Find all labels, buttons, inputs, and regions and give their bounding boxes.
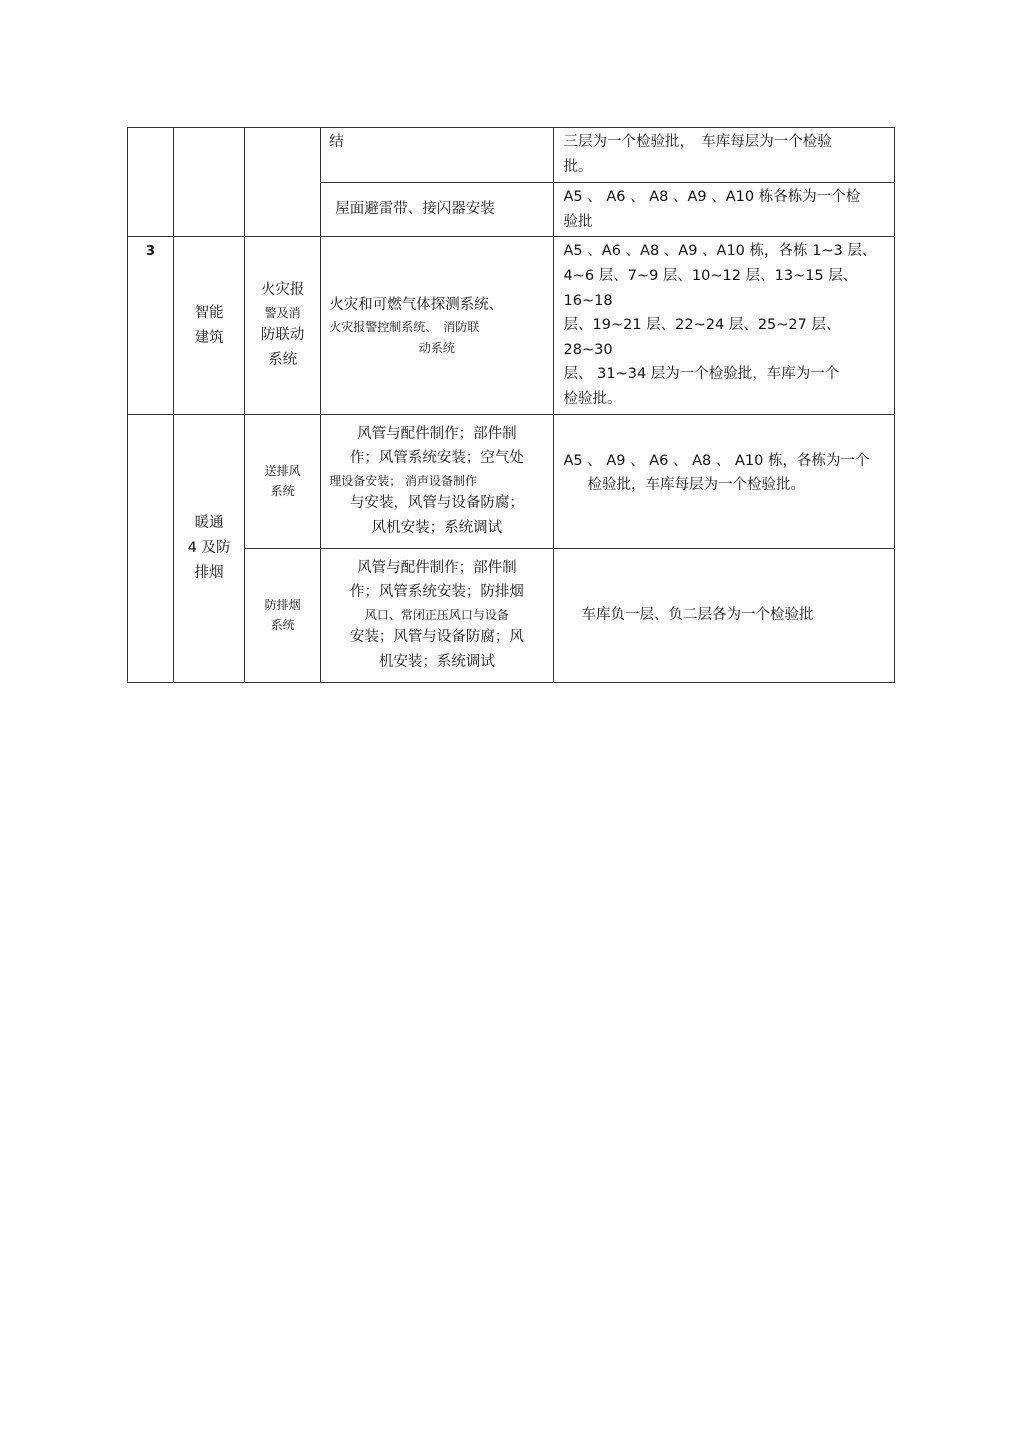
item-cell [321, 237, 553, 414]
lot-line: A5 、A6 、A8 、A9 、A10 栋，各栋 1~3 层、 [563, 243, 877, 260]
table-row [128, 414, 895, 548]
item-cell [321, 183, 553, 237]
item-line: 安装；风管与设备防腐；风 [349, 629, 524, 646]
category-line: 建筑 [194, 329, 224, 346]
inspection-lot-table [127, 127, 895, 683]
lot-line: 层、19~21 层、22~24 层、25~27 层、28~30 [563, 317, 841, 358]
item-line: 动系统 [418, 340, 455, 355]
lot-cell [553, 414, 894, 548]
subsystem-line: 防排烟 [264, 597, 301, 612]
lot-cell [553, 183, 894, 237]
lot-line: A5 、 A9 、 A6 、 A8 、 A10 栋，各栋为一个 [563, 452, 870, 469]
table-row [128, 128, 895, 183]
item-line: 作；风管系统安装；防排烟 [349, 584, 524, 601]
item-line: 风管与配件制作；部件制 [357, 559, 517, 576]
lot-line: 批。 [563, 158, 593, 175]
item-line: 作；风管系统安装；空气处 [349, 450, 524, 467]
subsystem-line: 防联动 [260, 327, 305, 344]
category-cell [174, 237, 245, 414]
subsystem-line: 火灾报 [260, 282, 305, 299]
category-cell [174, 414, 245, 682]
row-number-text: 3 [146, 244, 156, 260]
subsystem-cell [245, 548, 321, 682]
lot-line: 三层为一个检验批， 车库每层为一个检验 [563, 134, 832, 150]
item-text: 结 [329, 134, 344, 150]
item-line: 风机安装；系统调试 [371, 520, 503, 537]
no-cell-empty [128, 128, 174, 237]
no-cell-empty [128, 414, 174, 682]
item-line: 理设备安装； 消声设备制作 [329, 474, 478, 489]
subsystem-line: 系统 [270, 618, 295, 633]
lot-cell [553, 237, 894, 414]
lot-line: 检验批。 [563, 391, 622, 408]
lot-cell [553, 128, 894, 183]
category-line: 智能 [194, 304, 224, 321]
item-cell [321, 414, 553, 548]
category-line: 排烟 [194, 564, 224, 581]
item-line: 风口、常闭正压风口与设备 [364, 608, 509, 623]
lot-text: 车库负一层、负二层各为一个检验批 [581, 606, 814, 623]
lot-line: 4~6 层、7~9 层、10~12 层、13~15 层、16~18 [563, 267, 858, 309]
item-line: 与安装，风管与设备防腐； [349, 495, 524, 512]
subsystem-line: 系统 [270, 484, 295, 499]
item-line: 火灾和可燃气体探测系统、 [329, 296, 504, 313]
lot-line: 层、 31~34 层为一个检验批，车库为一个 [563, 366, 840, 383]
category-cell-empty [174, 128, 245, 237]
category-line: 暖通 [194, 515, 224, 532]
item-line: 机安装；系统调试 [378, 654, 495, 671]
subsystem-cell [245, 414, 321, 548]
item-line: 风管与配件制作；部件制 [357, 425, 517, 442]
item-line: 火灾报警控制系统、 消防联 [329, 320, 480, 335]
item-text: 屋面避雷带、接闪器安装 [335, 201, 495, 218]
category-line: 4 及防 [187, 539, 231, 556]
lot-cell [553, 548, 894, 682]
lot-line: 验批 [563, 213, 593, 230]
subsystem-line: 警及消 [264, 306, 301, 320]
item-cell [321, 128, 553, 183]
table-row [128, 237, 895, 414]
subsystem-line: 送排风 [264, 463, 301, 478]
lot-line: A5 、 A6 、 A8 、A9 、A10 栋各栋为一个检 [563, 189, 861, 205]
subsystem-cell [245, 237, 321, 414]
subsystem-line: 系统 [268, 352, 298, 369]
lot-line: 检验批，车库每层为一个检验批。 [587, 477, 806, 494]
subsystem-cell-empty [245, 128, 321, 237]
row-number [128, 237, 174, 414]
item-cell [321, 548, 553, 682]
